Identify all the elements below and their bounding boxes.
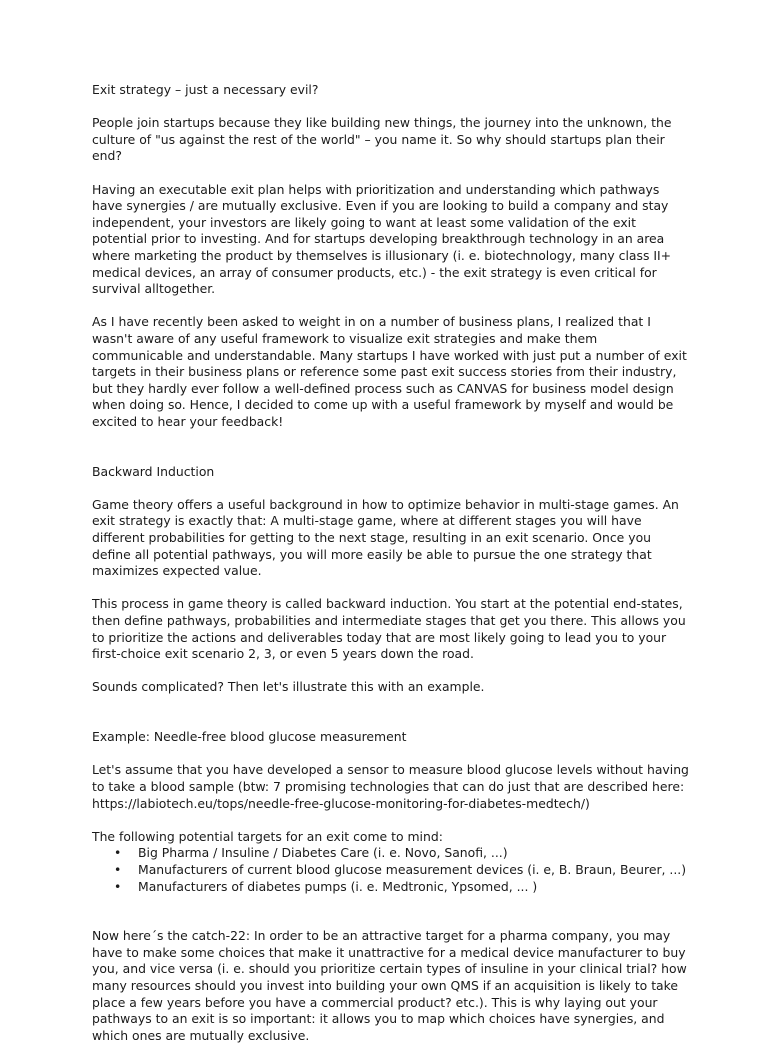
list-item: • Manufacturers of diabetes pumps (i. e. Medtronic, Ypsomed, ... ) [92,879,692,896]
section-spacer [92,713,692,730]
section-spacer [92,447,692,464]
section-spacer [92,912,692,929]
exit-plan-paragraph: Having an executable exit plan helps with prioritization and understanding which pathways have synergies / are mutually exclusive. Even if you are looking to build a company and stay independent, your investors are likely going to want at least some validation of the exit potential prior to investing. And for startups developing breakthrough technology in an area where marketing the product by themselves is illusionary (i. e. biotechnology, many class II+ medical devices, an array of consumer products, etc.) - the exit strategy is even critical for survival alltogether. [92,181,672,297]
example-heading: Example: Needle-free blood glucose measurement [92,729,407,745]
intro-paragraph: People join startups because they like building new things, the journey into the unknown, the culture of "us against the rest of the world" – you name it. So why should startups plan their end? [92,115,672,164]
list-item: • Big Pharma / Insuline / Diabetes Care (i. e. Novo, Sanofi, ...) [92,845,692,862]
catch-22-paragraph: Now here´s the catch-22: In order to be an attractive target for a pharma company, you may have to make some choices that make it unattractive for a medical device manufacturer to buy you, and vice versa (i. e. should you prioritize certain types of insuline in your clinical trial? how many resources should you invest into building your own QMS if an acquisition is likely to take place a few years before you have a commercial product? etc.). This is why laying out your pathways to an exit is so important: it allows you to map which choices have synergies, and which ones are mutually exclusive. [92,928,687,1043]
exit-targets-list [92,845,692,895]
targets-intro: The following potential targets for an exit come to mind: [92,828,443,844]
backward-induction-heading: Backward Induction [92,463,215,479]
sounds-complicated-paragraph: Sounds complicated? Then let's illustrate this with an example. [92,679,485,695]
assumption-paragraph: Let's assume that you have developed a sensor to measure blood glucose levels without having to take a blood sample (btw: 7 promising technologies that can do just that are described here: https://labiotech.eu/tops/needle-free-glucose-monitoring-for-diabetes-medtech/) [92,762,689,811]
game-theory-paragraph: Game theory offers a useful background in how to optimize behavior in multi-stage games. An exit strategy is exactly that: A multi-stage game, where at different stages you will have different probabilities for getting to the next stage, resulting in an exit scenario. Once you define all potential pathways, you will more easily be able to pursue the one strategy that maximizes expected value. [92,496,679,579]
document-page [92,82,692,1061]
list-item: • Manufacturers of current blood glucose measurement devices (i. e, B. Braun, Beurer, ...) [92,862,692,879]
framework-paragraph: As I have recently been asked to weight in on a number of business plans, I realized that I wasn't aware of any useful framework to visualize exit strategies and make them communicable and understandable. Many startups I have worked with just put a number of exit targets in their business plans or reference some past exit success stories from their industry, but they hardly ever follow a well-defined process such as CANVAS for business model design when doing so. Hence, I decided to come up with a useful framework by myself and would be excited to hear your feedback! [92,314,687,429]
document-title: Exit strategy – just a necessary evil? [92,82,319,97]
process-paragraph: This process in game theory is called backward induction. You start at the potential end-states, then define pathways, probabilities and intermediate stages that get you there. This allows you to prioritize the actions and deliverables today that are most likely going to lead you to your first-choice exit scenario 2, 3, or even 5 years down the road. [92,596,686,662]
